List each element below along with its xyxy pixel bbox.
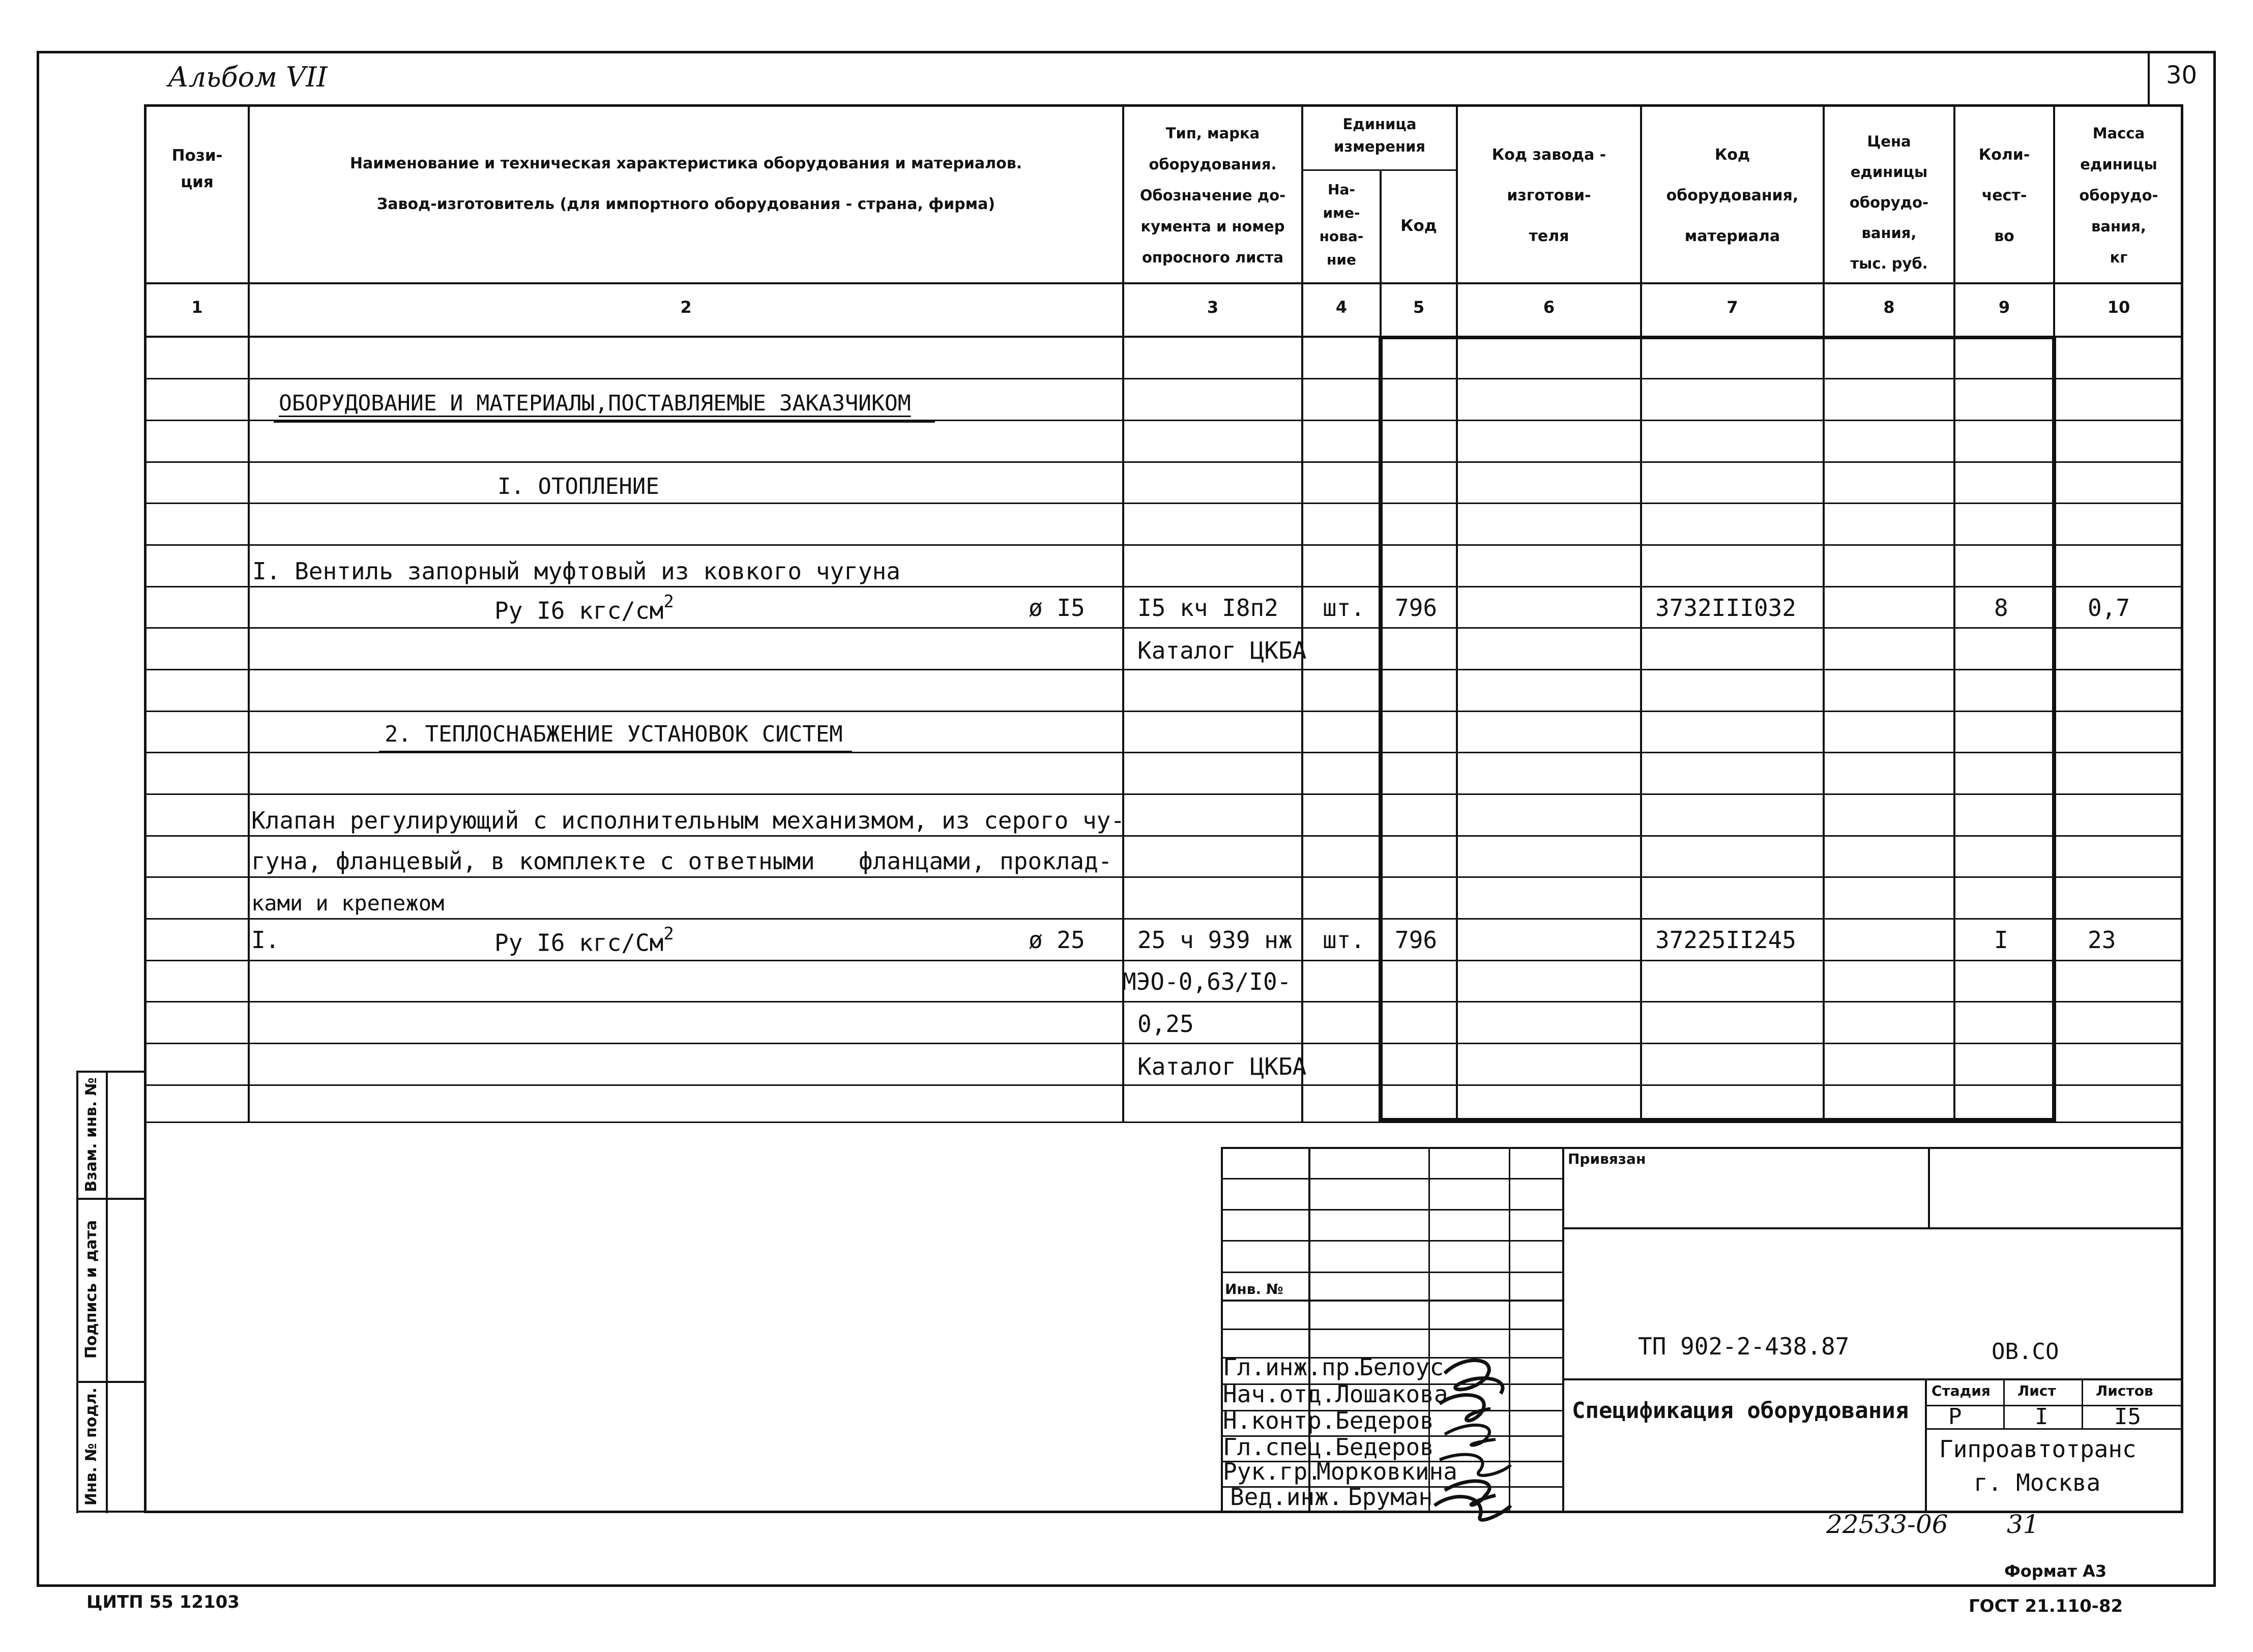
sig-role-4: Гл.спец.	[1223, 1433, 1336, 1461]
item2-desc-2b: фланцами, проклад-	[859, 847, 1113, 875]
header-qty-2: чест-	[1981, 187, 2027, 204]
sheet-value: I	[2035, 1404, 2049, 1430]
header-unit-code: Код	[1400, 217, 1437, 235]
header-material-code-2: оборудования,	[1666, 187, 1799, 204]
header-name-1: Наименование и техническая характеристика оборудования и материалов.	[349, 155, 1022, 172]
col-num-9: 9	[1998, 298, 2010, 317]
col-num-4: 4	[1335, 298, 1348, 317]
subsection-heating: I. ОТОПЛЕНИЕ	[498, 474, 659, 499]
col-num-1: 1	[191, 298, 203, 317]
header-plant-code-2: изготови-	[1507, 187, 1591, 204]
item1-type: I5 кч I8п2	[1137, 594, 1278, 622]
item2-type-3: 0,25	[1137, 1010, 1194, 1038]
doc-code: ОВ.СО	[1992, 1339, 2059, 1365]
sig-role-2: Нач.отд.	[1223, 1380, 1336, 1408]
sig-role-5: Рук.гр.	[1223, 1458, 1322, 1485]
sheet-label: Лист	[2017, 1382, 2056, 1399]
header-price-4: вания,	[1861, 224, 1917, 242]
col-num-5: 5	[1413, 298, 1425, 317]
header-type-4: кумента и номер	[1140, 218, 1285, 235]
header-price-3: оборудо-	[1849, 194, 1929, 211]
header-unit-name-4: ние	[1327, 251, 1356, 268]
item2-pressure: Ру I6 кгс/$См^2$	[494, 924, 674, 957]
header-material-code-3: материала	[1684, 227, 1780, 245]
org-city: г. Москва	[1974, 1469, 2101, 1496]
header-price-5: тыс. руб.	[1850, 255, 1928, 272]
sheets-label: Листов	[2096, 1382, 2153, 1399]
item2-unit: шт.	[1323, 926, 1365, 954]
header-unit-2: измерения	[1334, 138, 1425, 155]
org-name: Гипроавтотранс	[1939, 1435, 2137, 1463]
col-num-6: 6	[1543, 298, 1555, 317]
item1-name: I. Вентиль запорный муфтовый из ковкого чугуна	[252, 557, 900, 585]
album-label: Альбом VII	[168, 61, 328, 93]
sig-role-3: Н.контр.	[1223, 1407, 1336, 1434]
item1-unit-code: 796	[1395, 594, 1438, 622]
header-price-2: единицы	[1850, 163, 1928, 181]
item1-code: 3732III032	[1655, 594, 1796, 622]
header-mass-4: вания,	[2091, 218, 2146, 235]
item1-diameter: ø I5	[1029, 594, 1085, 622]
sig-name-3: Бедеров	[1335, 1407, 1434, 1434]
header-name-2: Завод-изготовитель (для импортного оборудования - страна, фирма)	[376, 195, 996, 213]
item2-unit-code: 796	[1395, 926, 1438, 954]
col-num-7: 7	[1727, 298, 1738, 317]
item1-catalog: Каталог ЦКБА	[1137, 637, 1307, 664]
sheets-value: I5	[2114, 1404, 2141, 1430]
archive-sheet: 31	[2007, 1510, 2039, 1539]
item1-pressure: Ру I6 кгс/$см^2$	[494, 592, 674, 625]
col-num-10: 10	[2107, 298, 2130, 317]
item2-diameter: ø 25	[1029, 926, 1085, 954]
col-num-3: 3	[1207, 298, 1219, 317]
header-mass-5: кг	[2110, 249, 2128, 266]
stage-value: Р	[1948, 1404, 1962, 1430]
inv-no-label: Инв. №	[1225, 1281, 1283, 1297]
item1-mass: 0,7	[2088, 594, 2130, 622]
header-type-3: Обозначение до-	[1139, 187, 1286, 204]
gost-label: ГОСТ 21.110-82	[1969, 1596, 2123, 1616]
header-price-1: Цена	[1867, 133, 1911, 150]
sig-name-6: Бруман	[1348, 1483, 1433, 1511]
item2-type: 25 ч 939 нж	[1137, 926, 1293, 954]
header-material-code-1: Код	[1714, 146, 1750, 164]
side-label-inv: Инв. № подл.	[82, 1387, 100, 1506]
section-title: ОБОРУДОВАНИЕ И МАТЕРИАЛЫ,ПОСТАВЛЯЕМЫЕ ЗАКАЗЧИКОМ	[279, 391, 911, 416]
doc-prefix: ТП 902-2-438.87	[1638, 1333, 1850, 1360]
item2-mass: 23	[2088, 926, 2116, 954]
item2-desc-2a: гуна, фланцевый, в комплекте с ответными	[251, 847, 815, 875]
subsection-heat-supply: 2. ТЕПЛОСНАБЖЕНИЕ УСТАНОВОК СИСТЕМ	[385, 721, 843, 747]
header-position-1: Пози-	[171, 146, 223, 165]
col-num-2: 2	[680, 298, 692, 317]
item2-code: 37225II245	[1655, 926, 1796, 954]
sheet-number: 30	[2166, 61, 2198, 90]
col-num-8: 8	[1883, 298, 1895, 317]
header-unit-name-1: На-	[1328, 181, 1355, 198]
header-plant-code-3: теля	[1529, 227, 1569, 245]
sig-name-4: Бедеров	[1335, 1433, 1434, 1461]
signature-scribbles	[1424, 1343, 1526, 1526]
stage-label: Стадия	[1932, 1382, 1991, 1399]
header-qty-1: Коли-	[1978, 146, 2030, 164]
print-code: ЦИТП 55 12103	[86, 1592, 240, 1612]
archive-number: 22533-06	[1826, 1510, 1948, 1539]
header-unit-1: Единица	[1342, 115, 1417, 133]
item2-position: I.	[251, 926, 280, 954]
header-unit-name-2: име-	[1323, 204, 1360, 221]
sig-name-1: Белоус	[1359, 1353, 1444, 1381]
item2-type-2: МЭО-0,63/I0-	[1122, 968, 1292, 995]
item2-desc-3: ками и крепежом	[251, 891, 445, 916]
sig-role-6: Вед.инж.	[1230, 1483, 1343, 1511]
sig-role-1: Гл.инж.пр.	[1223, 1353, 1364, 1381]
header-mass-1: Масса	[2092, 125, 2145, 142]
header-plant-code-1: Код завода -	[1491, 146, 1606, 164]
item2-desc-1: Клапан регулирующий с исполнительным механизмом, из серого чу-	[251, 807, 1125, 834]
header-unit-name-3: нова-	[1319, 228, 1364, 245]
header-qty-3: во	[1994, 227, 2014, 245]
attached-label: Привязан	[1568, 1150, 1646, 1167]
doc-title: Спецификация оборудования	[1572, 1398, 1909, 1424]
side-label-signature: Подпись и дата	[82, 1220, 100, 1359]
header-type-1: Тип, марка	[1165, 125, 1260, 142]
sig-name-2: Лошакова	[1335, 1380, 1448, 1408]
header-mass-3: оборудо-	[2079, 187, 2158, 204]
format-label: Формат А3	[2004, 1561, 2107, 1581]
header-position-2: ция	[181, 173, 214, 191]
item2-qty: I	[1994, 926, 2008, 954]
side-label-replaced: Взам. инв. №	[82, 1077, 100, 1192]
item1-qty: 8	[1994, 594, 2008, 622]
header-type-2: оборудования.	[1149, 156, 1277, 173]
header-type-5: опросного листа	[1142, 249, 1284, 266]
item1-unit: шт.	[1323, 594, 1365, 622]
sig-name-5: Морковкина	[1316, 1458, 1457, 1485]
item2-catalog: Каталог ЦКБА	[1137, 1053, 1307, 1080]
header-mass-2: единицы	[2080, 156, 2157, 173]
